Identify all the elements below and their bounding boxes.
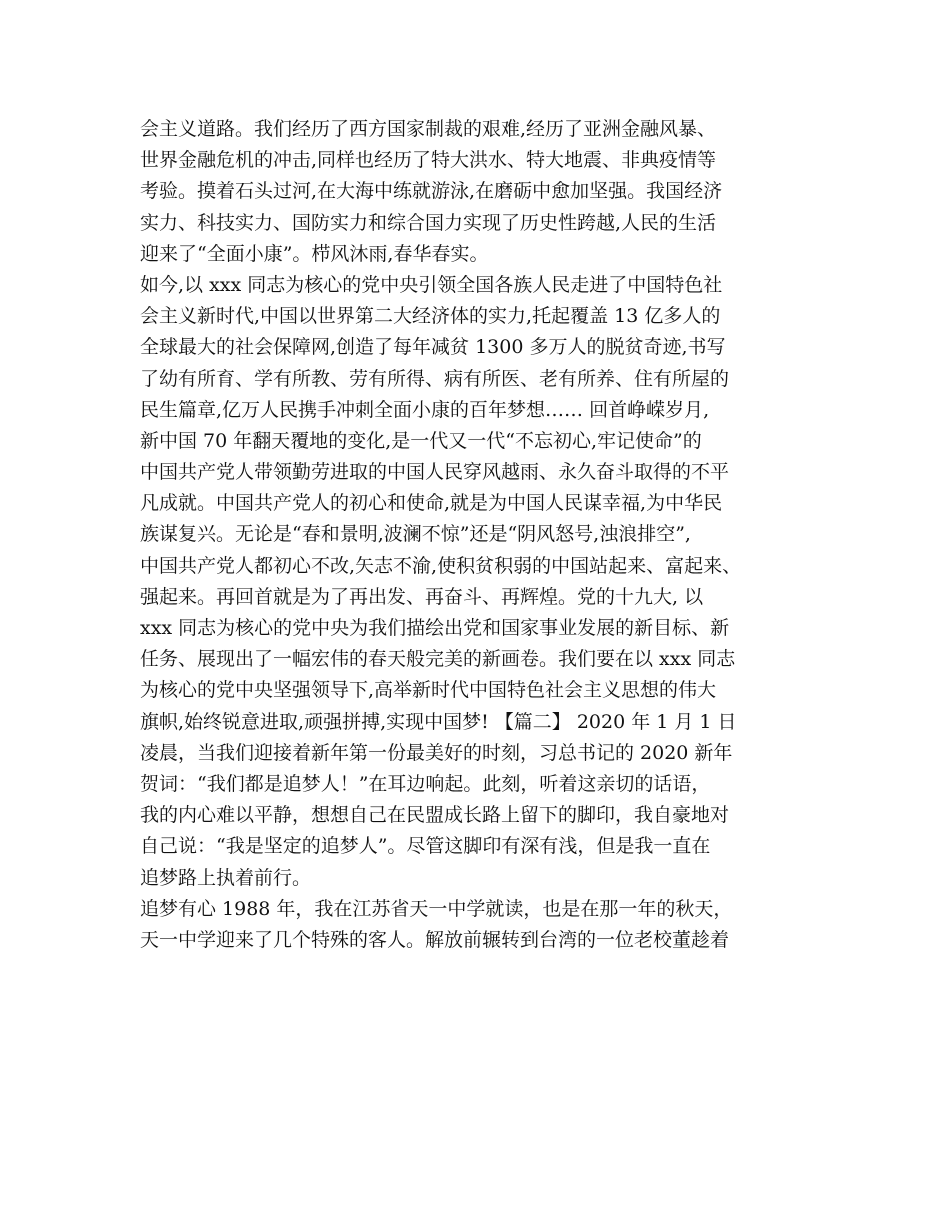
text-line: 任务、展现出了一幅宏伟的春天般完美的新画卷。我们要在以 xxx 同志: [140, 648, 736, 671]
text-line: 考验。摸着石头过河,在大海中练就游泳,在磨砺中愈加坚强。我国经济: [140, 180, 723, 203]
text-line: 我的内心难以平静，想想自己在民盟成长路上留下的脚印，我自豪地对: [140, 804, 730, 827]
text-line: 追梦有心 1988 年，我在江苏省天一中学就读，也是在那一年的秋天，: [140, 897, 733, 920]
text-line: xxx 同志为核心的党中央为我们描绘出党和国家事业发展的新目标、新: [140, 617, 730, 639]
text-line: 强起来。再回首就是为了再出发、再奋斗、再辉煌。党的十九大, 以: [140, 585, 704, 608]
text-line: 为核心的党中央坚强领导下,高举新时代中国特色社会主义思想的伟大: [140, 679, 717, 702]
text-line: 追梦路上执着前行。: [140, 866, 312, 889]
body-text: [140, 114, 820, 956]
text-line: 迎来了“全面小康”。栉风沐雨,春华春实。: [140, 242, 489, 265]
text-line: 中国共产党人都初心不改,矢志不渝,使积贫积弱的中国站起来、富起来、: [140, 554, 742, 577]
text-line: 新中国 70 年翻天覆地的变化,是一代又一代“不忘初心,牢记使命”的: [140, 429, 702, 452]
text-line: 中国共产党人带领勤劳进取的中国人民穿风越雨、永久奋斗取得的不平: [140, 461, 730, 484]
text-line: 凡成就。中国共产党人的初心和使命,就是为中国人民谋幸福,为中华民: [140, 492, 723, 515]
text-line: 民生篇章,亿万人民携手冲刺全面小康的百年梦想…… 回首峥嵘岁月,: [140, 398, 710, 421]
text-line: 了幼有所育、学有所教、劳有所得、病有所医、老有所养、住有所屋的: [140, 367, 730, 390]
text-line: 凌晨，当我们迎接着新年第一份最美好的时刻，习总书记的 2020 新年: [140, 741, 733, 764]
text-line: 实力、科技实力、国防实力和综合国力实现了历史性跨越,人民的生活: [140, 211, 717, 234]
text-line: 世界金融危机的冲击,同样也经历了特大洪水、特大地震、非典疫情等: [140, 149, 717, 172]
text-line: 族谋复兴。无论是“春和景明,波澜不惊”还是“阴风怒号,浊浪排空”,: [140, 523, 691, 546]
text-line: 旗帜,始终锐意进取,顽强拼搏,实现中国梦! 【篇二】 2020 年 1 月 1 日: [140, 710, 737, 733]
text-line: 全球最大的社会保障网,创造了每年减贫 1300 多万人的脱贫奇迹,书写: [140, 336, 726, 359]
text-line: 会主义道路。我们经历了西方国家制裁的艰难,经历了亚洲金融风暴、: [140, 118, 717, 140]
text-line: 天一中学迎来了几个特殊的客人。解放前辗转到台湾的一位老校董趁着: [140, 928, 730, 951]
text-line: 自己说：“我是坚定的追梦人”。尽管这脚印有深有浅，但是我一直在: [140, 835, 711, 858]
text-line: 贺词：“我们都是追梦人！”在耳边响起。此刻，听着这亲切的话语，: [140, 772, 711, 795]
text-line: 如今,以 xxx 同志为核心的党中央引领全国各族人民走进了中国特色社: [140, 273, 723, 296]
text-line: 会主义新时代,中国以世界第二大经济体的实力,托起覆盖 13 亿多人的: [140, 305, 721, 328]
